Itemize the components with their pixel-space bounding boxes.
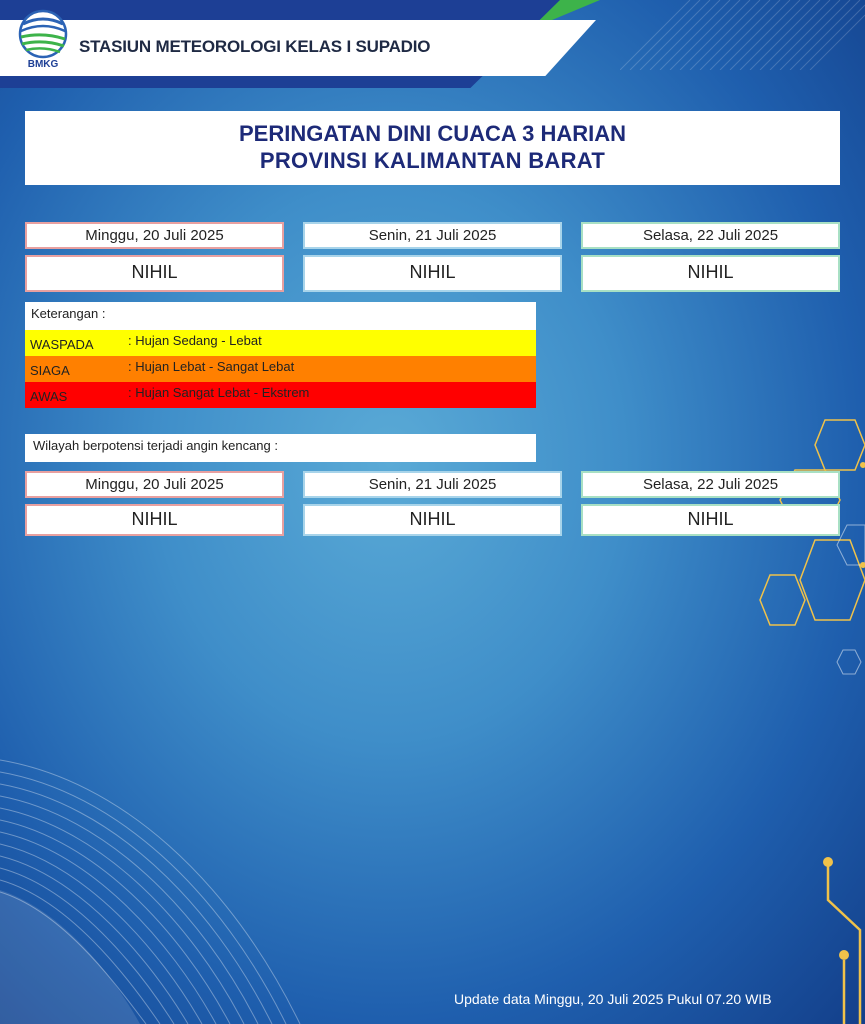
wind-date-day3: Selasa, 22 Juli 2025 [581, 471, 840, 498]
station-name: STASIUN METEOROLOGI KELAS I SUPADIO [79, 37, 431, 56]
wind-status-day3: NIHIL [581, 504, 840, 536]
rain-status-day3: NIHIL [581, 255, 840, 292]
legend-description: : Hujan Sedang - Lebat [128, 333, 262, 348]
logo-label: BMKG [27, 59, 59, 70]
legend-level: SIAGA [30, 363, 70, 378]
legend [25, 302, 536, 408]
legend-level: WASPADA [30, 337, 94, 352]
wind-heading: Wilayah berpotensi terjadi angin kencang : [25, 434, 536, 462]
legend-description: : Hujan Sangat Lebat - Ekstrem [128, 385, 310, 400]
wind-status-day1: NIHIL [25, 504, 284, 536]
legend-heading: Keterangan : [25, 302, 536, 330]
hexagon-decoration [755, 415, 865, 685]
rain-date-day3: Selasa, 22 Juli 2025 [581, 222, 840, 249]
hatch-decoration [620, 0, 865, 70]
title-line-2: PROVINSI KALIMANTAN BARAT [259, 148, 606, 173]
circuit-decoration [800, 850, 865, 1024]
update-timestamp: Update data Minggu, 20 Juli 2025 Pukul 07.20 WIB [454, 991, 772, 1007]
wind-date-day1: Minggu, 20 Juli 2025 [25, 471, 284, 498]
legend-row-waspada [25, 330, 536, 356]
rain-status-day2: NIHIL [303, 255, 562, 292]
wind-status-day2: NIHIL [303, 504, 562, 536]
rain-status-day1: NIHIL [25, 255, 284, 292]
rain-date-day1: Minggu, 20 Juli 2025 [25, 222, 284, 249]
legend-row-siaga [25, 356, 536, 382]
wave-lines-decoration [0, 740, 460, 1024]
title-line-1: PERINGATAN DINI CUACA 3 HARIAN [238, 121, 627, 146]
legend-description: : Hujan Lebat - Sangat Lebat [128, 359, 295, 374]
wind-date-day2: Senin, 21 Juli 2025 [303, 471, 562, 498]
legend-row-awas [25, 382, 536, 408]
title-box [25, 111, 840, 185]
rain-date-day2: Senin, 21 Juli 2025 [303, 222, 562, 249]
legend-level: AWAS [30, 389, 68, 404]
